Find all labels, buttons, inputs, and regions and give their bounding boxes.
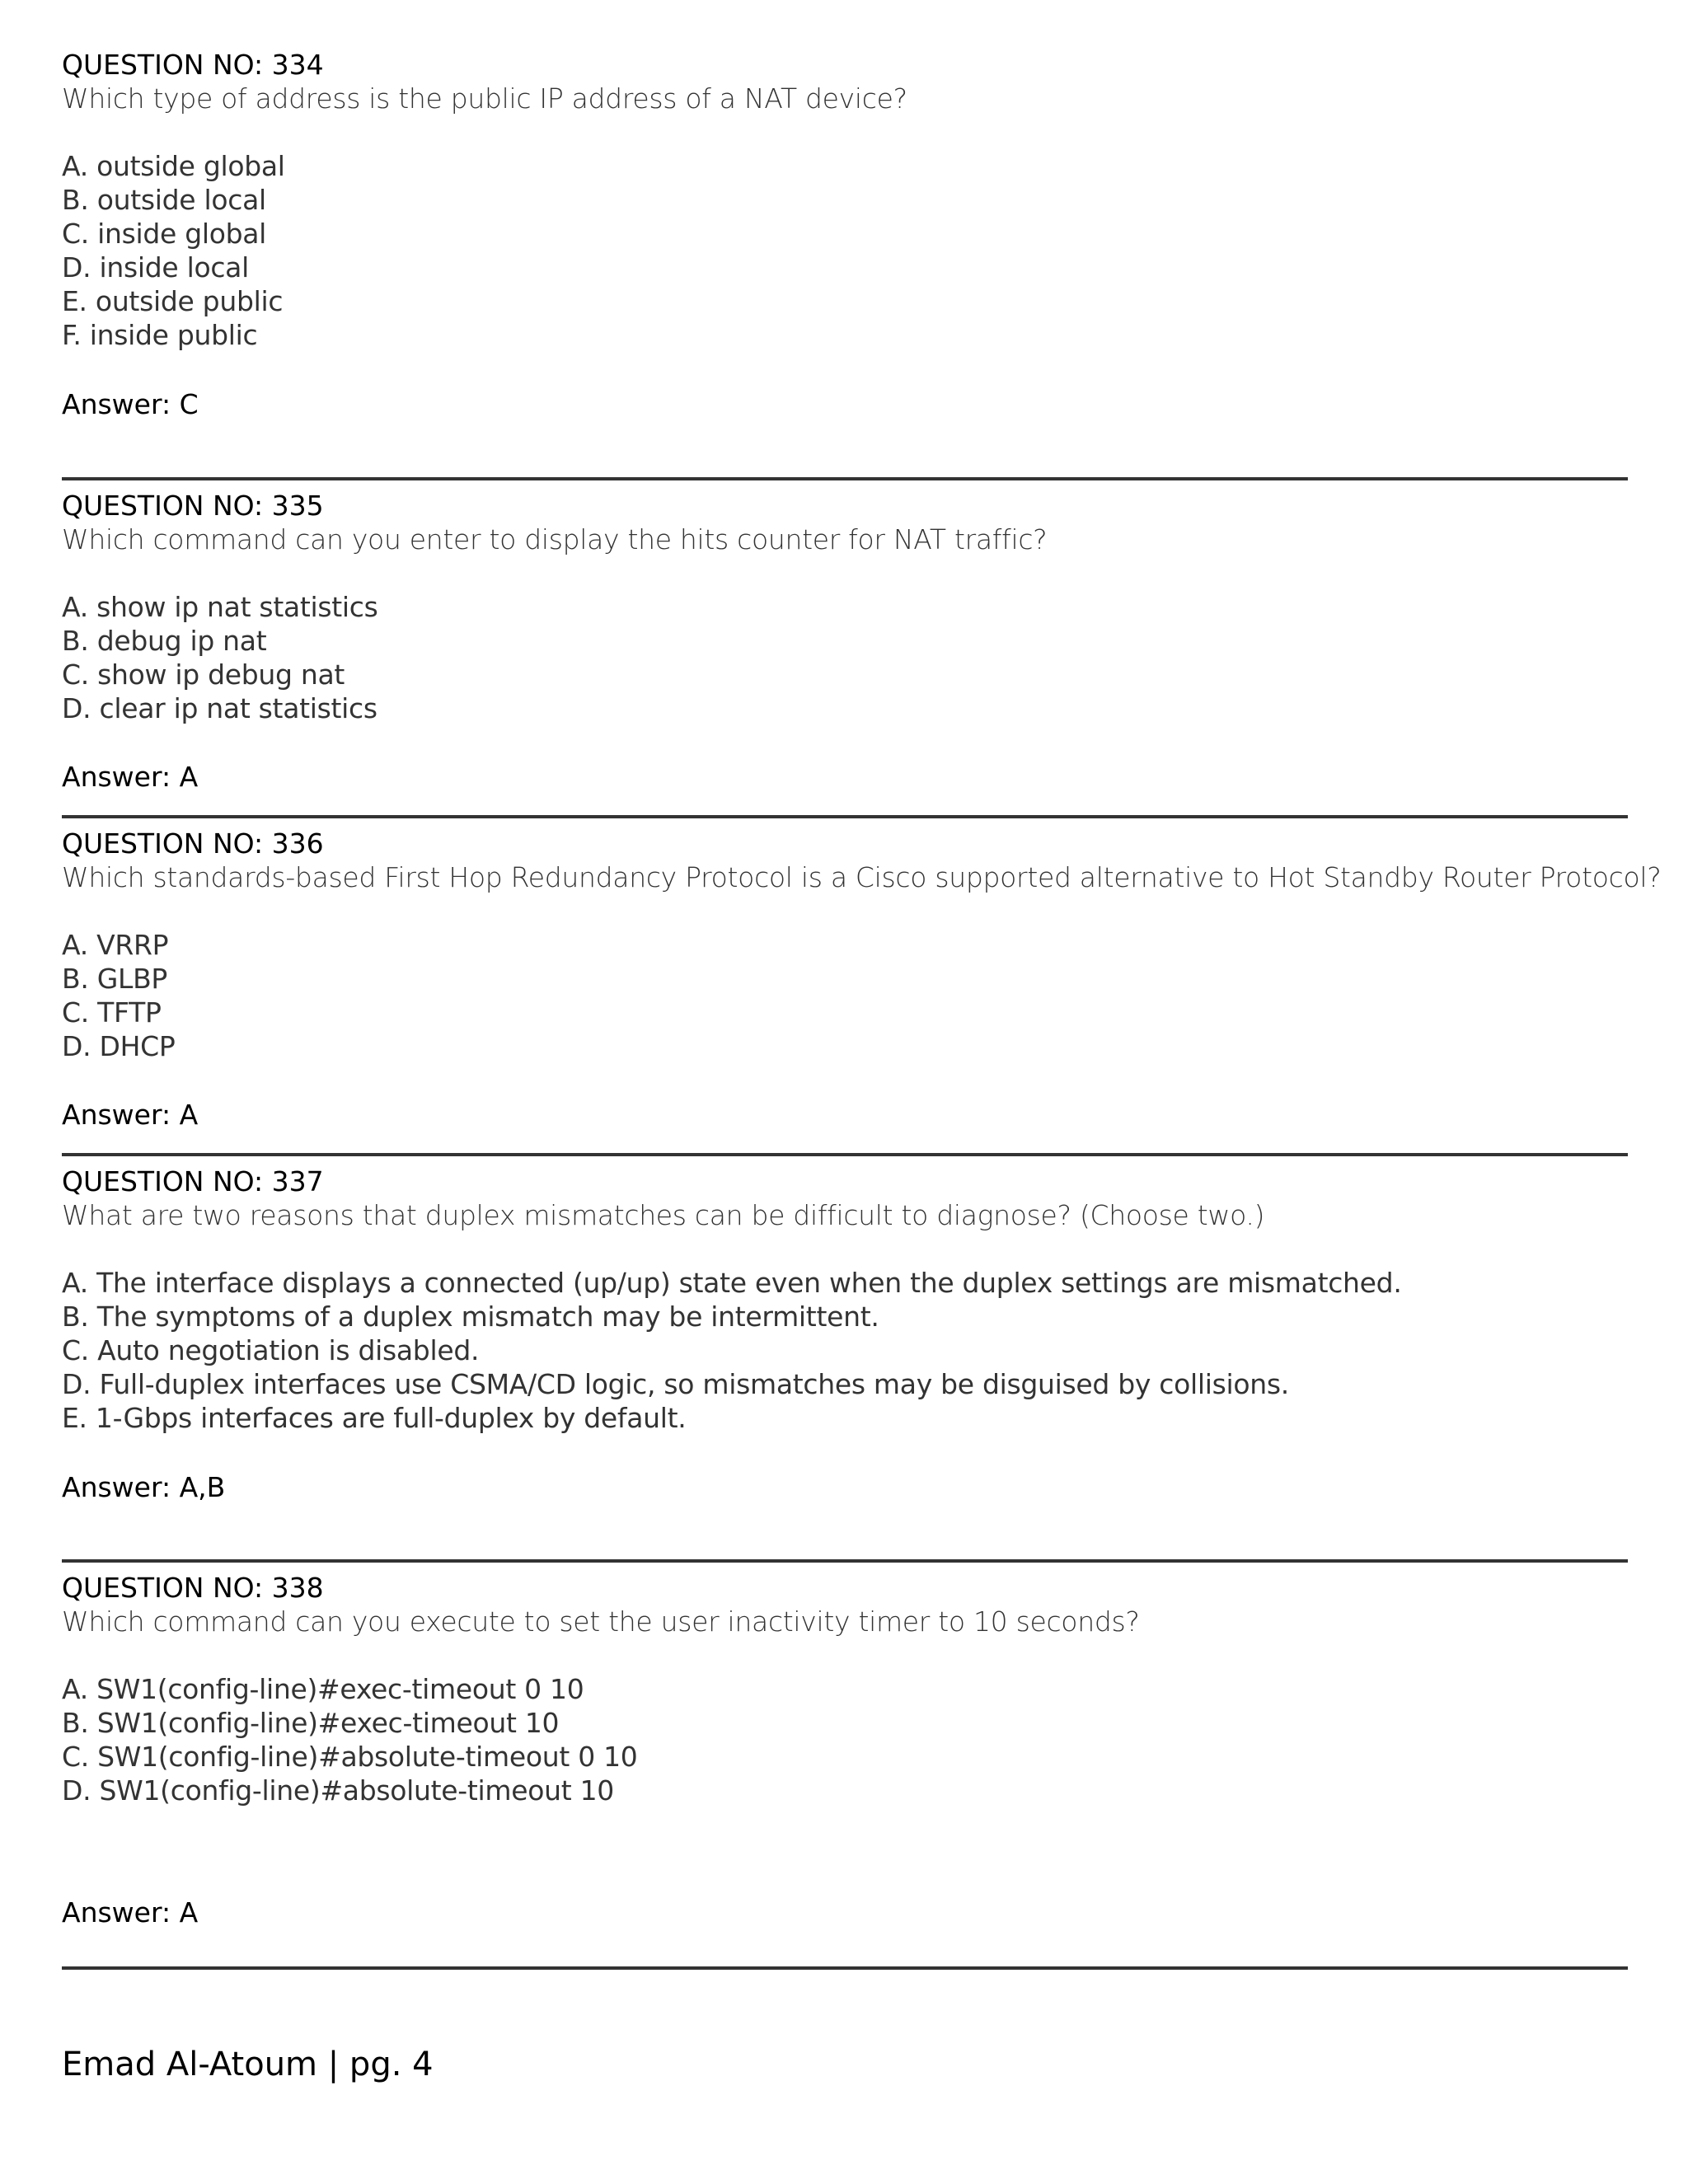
option-e: E. 1-Gbps interfaces are full-duplex by default.	[62, 1402, 687, 1434]
question-title: QUESTION NO: 334	[62, 49, 324, 81]
question-title: QUESTION NO: 337	[62, 1165, 324, 1197]
question-text: Which standards-based First Hop Redundancy Protocol is a Cisco supported alternative to Hot Standby Router Protocol?	[62, 861, 1662, 893]
question-block-336	[62, 827, 1662, 1063]
page-footer: Emad Al-Atoum | pg. 4	[62, 2046, 434, 2083]
question-title: QUESTION NO: 338	[62, 1572, 324, 1604]
option-a: A. show ip nat statistics	[62, 591, 378, 623]
option-c: C. Auto negotiation is disabled.	[62, 1334, 480, 1366]
option-c: C. show ip debug nat	[62, 658, 345, 691]
option-c: C. TFTP	[62, 996, 162, 1029]
options-list	[62, 1266, 1628, 1435]
question-text: Which command can you execute to set the user inactivity timer to 10 seconds?	[62, 1605, 1140, 1638]
answer-334: Answer: C	[62, 388, 199, 420]
divider	[62, 477, 1628, 480]
option-c: C. inside global	[62, 218, 267, 250]
option-b: B. debug ip nat	[62, 625, 267, 657]
answer-336: Answer: A	[62, 1099, 199, 1131]
option-d: D. SW1(config-line)#absolute-timeout 10	[62, 1774, 614, 1807]
question-title: QUESTION NO: 336	[62, 827, 324, 860]
question-title: QUESTION NO: 335	[62, 490, 324, 522]
option-a: A. SW1(config-line)#exec-timeout 0 10	[62, 1673, 584, 1705]
option-a: A. VRRP	[62, 929, 169, 961]
option-b: B. outside local	[62, 184, 266, 216]
divider	[62, 815, 1628, 818]
answer-335: Answer: A	[62, 761, 199, 793]
question-text: What are two reasons that duplex mismatches can be difficult to diagnose? (Choose two.)	[62, 1199, 1265, 1231]
option-b: B. The symptoms of a duplex mismatch may be intermittent.	[62, 1301, 879, 1333]
option-b: B. SW1(config-line)#exec-timeout 10	[62, 1707, 560, 1739]
option-b: B. GLBP	[62, 963, 168, 995]
question-block-335	[62, 489, 1628, 725]
divider	[62, 1559, 1628, 1563]
options-list	[62, 928, 1628, 1063]
divider	[62, 1966, 1628, 1970]
options-list	[62, 590, 1628, 725]
divider	[62, 1153, 1628, 1156]
option-d: D. Full-duplex interfaces use CSMA/CD logic, so mismatches may be disguised by collisions.	[62, 1368, 1289, 1400]
option-d: D. DHCP	[62, 1030, 176, 1062]
option-e: E. outside public	[62, 285, 284, 317]
option-a: A. outside global	[62, 150, 285, 182]
option-f: F. inside public	[62, 319, 258, 351]
answer-338: Answer: A	[62, 1896, 199, 1929]
question-block-338	[62, 1571, 1628, 1807]
option-d: D. inside local	[62, 251, 249, 284]
option-d: D. clear ip nat statistics	[62, 692, 377, 724]
options-list	[62, 1672, 1628, 1807]
question-block-337	[62, 1165, 1628, 1435]
answer-337: Answer: A,B	[62, 1471, 226, 1503]
option-c: C. SW1(config-line)#absolute-timeout 0 10	[62, 1741, 638, 1773]
question-text: Which command can you enter to display the hits counter for NAT traffic?	[62, 523, 1048, 555]
option-a: A. The interface displays a connected (up/up) state even when the duplex settings are mismatched.	[62, 1267, 1402, 1299]
question-block-334	[62, 48, 1628, 352]
options-list	[62, 149, 1628, 352]
question-text: Which type of address is the public IP address of a NAT device?	[62, 82, 907, 115]
